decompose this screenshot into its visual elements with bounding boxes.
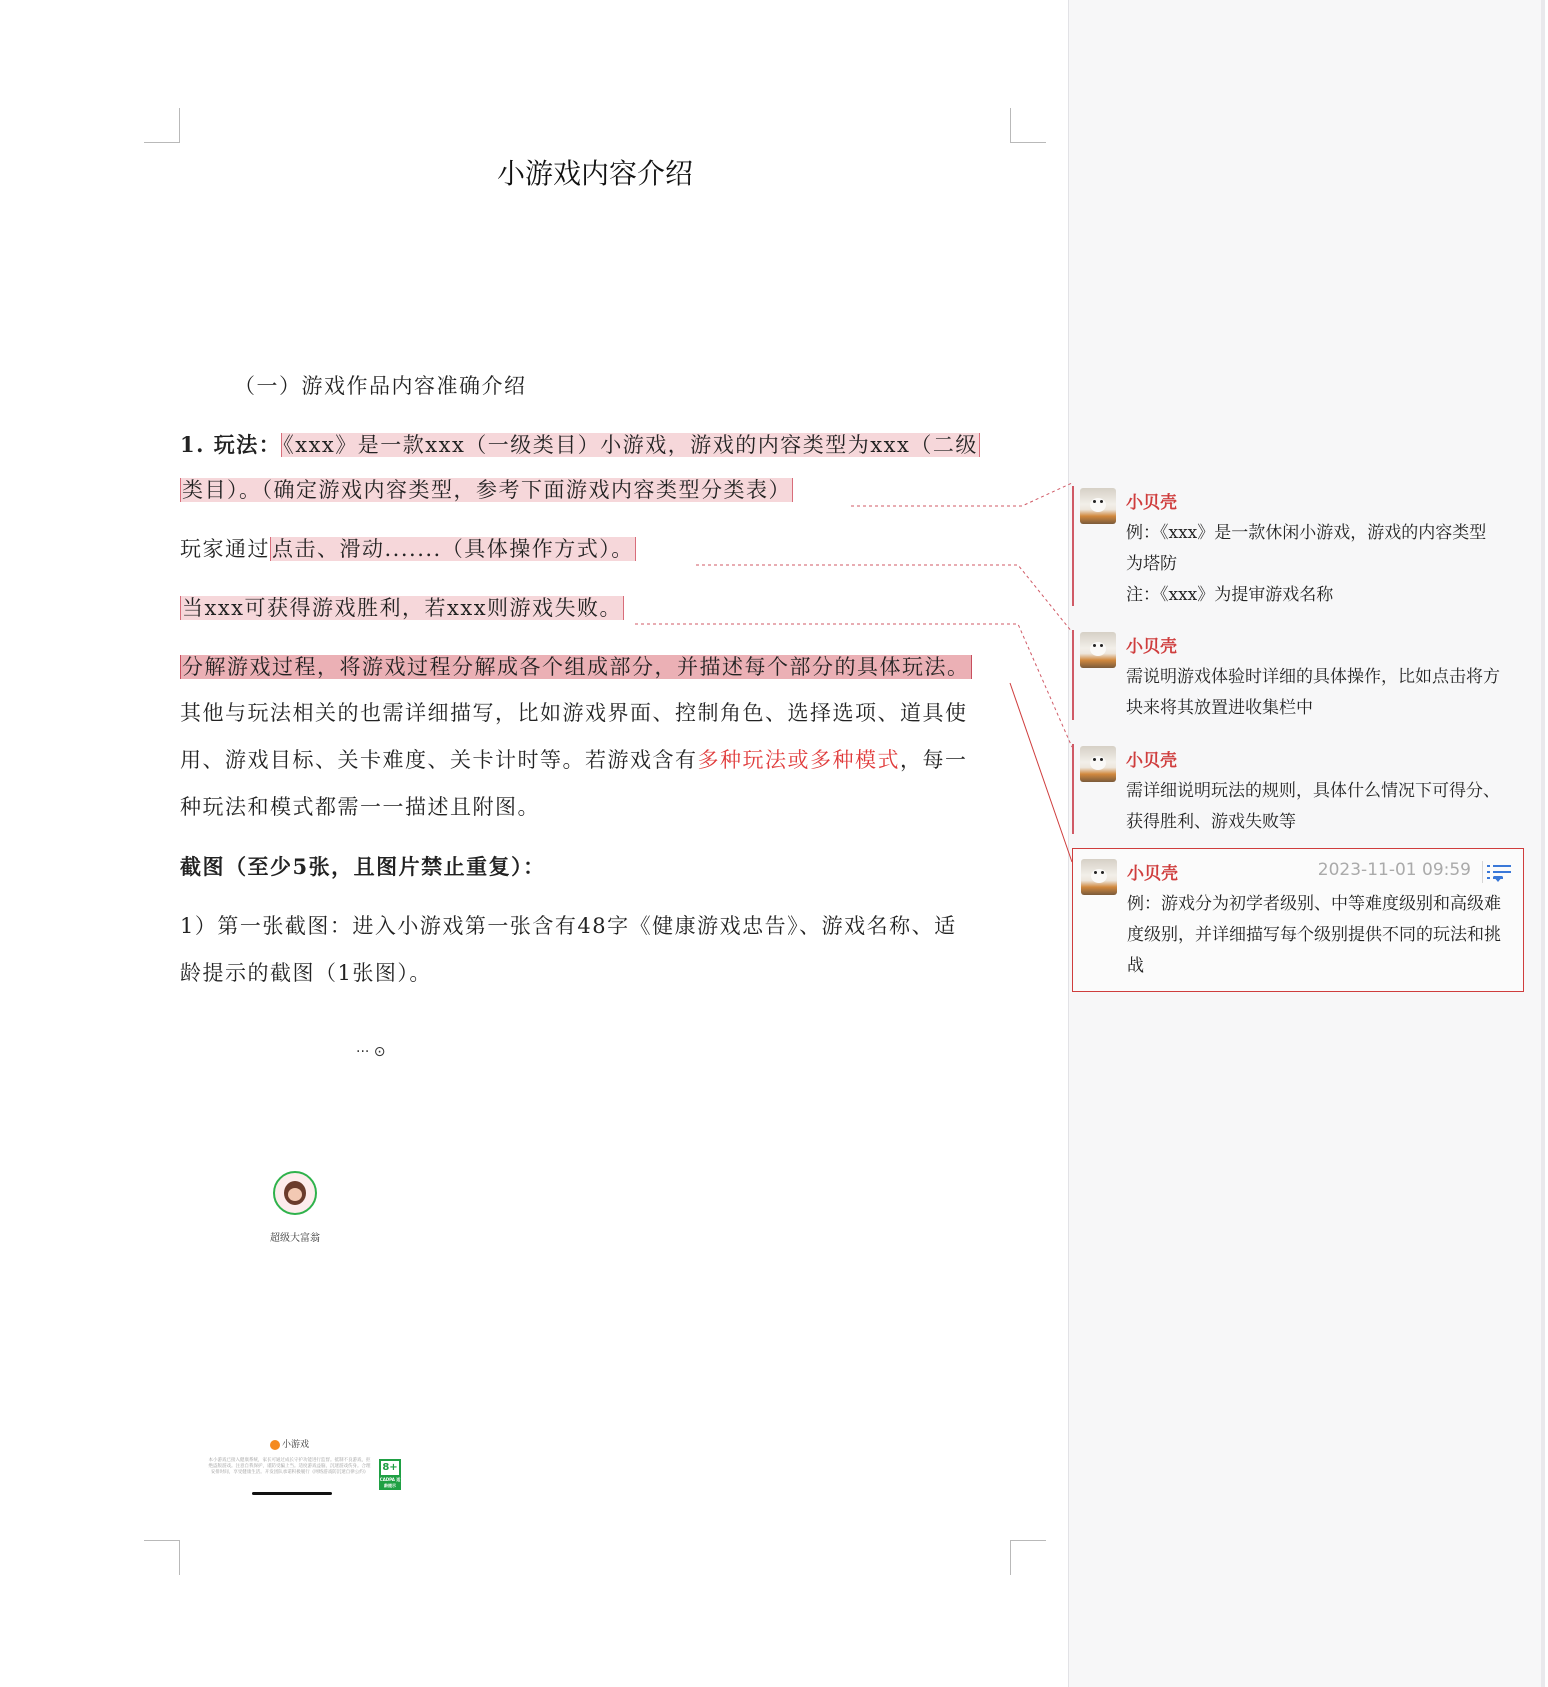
paragraph-details-line1[interactable]: 其他与玩法相关的也需详细描写，比如游戏界面、控制角色、选择选项、道具使 bbox=[180, 701, 968, 725]
platform-label: 小游戏 bbox=[282, 1440, 310, 1450]
divider bbox=[1482, 861, 1483, 883]
commented-text[interactable]: 《xxx》是一款xxx（一级类目）小游戏，游戏的内容类型为xxx（二级 bbox=[283, 433, 978, 457]
paragraph-controls[interactable] bbox=[180, 534, 636, 564]
comment-text[interactable] bbox=[1127, 889, 1522, 982]
comment-author[interactable]: 小贝壳 bbox=[1127, 864, 1178, 884]
scrollbar[interactable] bbox=[1541, 0, 1545, 1687]
comment-bar bbox=[1072, 486, 1074, 606]
comment-line: 战 bbox=[1127, 956, 1144, 976]
paragraph-details-line2[interactable] bbox=[180, 745, 968, 775]
crop-mark bbox=[1010, 1540, 1011, 1575]
health-advisory-text: 本小游戏已接入健康系统，家长可通过成长守护功能进行监督。抵制不良游戏，拒绝盗版游戏。注意自我保护，谨防受骗上当。适度游戏益脑，沉迷游戏伤身。合理安排时间，享受健康生活。开发团队承诺积极履行《网络游戏防沉迷自律公约》 bbox=[208, 1458, 371, 1475]
comment-author[interactable]: 小贝壳 bbox=[1126, 493, 1177, 513]
comment-author[interactable]: 小贝壳 bbox=[1126, 751, 1177, 771]
comment-menu-icon[interactable] bbox=[1487, 861, 1513, 883]
comment-text[interactable] bbox=[1126, 662, 1521, 724]
paragraph-win-condition[interactable] bbox=[180, 593, 624, 623]
comment-card[interactable] bbox=[1072, 630, 1522, 720]
crop-mark bbox=[1010, 108, 1011, 143]
avatar bbox=[1080, 746, 1116, 782]
comment-bar bbox=[1072, 744, 1074, 834]
paragraph-gameplay-line2[interactable] bbox=[180, 475, 793, 505]
comment-author[interactable]: 小贝壳 bbox=[1126, 637, 1177, 657]
mini-program-menu-icon: ··· ⊙ bbox=[356, 1044, 386, 1060]
home-indicator bbox=[252, 1492, 332, 1495]
active-commented-text[interactable]: 分解游戏过程，将游戏过程分解成各个组成部分，并描述每个部分的具体玩法。 bbox=[182, 655, 970, 679]
avatar bbox=[1080, 632, 1116, 668]
comment-text[interactable] bbox=[1126, 776, 1521, 838]
comment-line: 例：《xxx》是一款休闲小游戏，游戏的内容类型 bbox=[1126, 523, 1487, 543]
controls-prefix: 玩家通过 bbox=[180, 537, 270, 561]
crop-mark bbox=[179, 1540, 180, 1575]
comment-line: 例：游戏分为初学者级别、中等难度级别和高级难 bbox=[1127, 894, 1501, 914]
paragraph-breakdown[interactable] bbox=[180, 652, 972, 682]
comment-line: 注：《xxx》为提审游戏名称 bbox=[1126, 585, 1334, 605]
section-heading[interactable]: （一）游戏作品内容准确介绍 bbox=[234, 374, 527, 398]
crop-mark bbox=[179, 108, 180, 143]
comment-bar bbox=[1072, 630, 1074, 720]
details-text: 用、游戏目标、关卡难度、关卡计时等。若游戏含有 bbox=[180, 748, 698, 772]
red-emphasis-text: 多种玩法或多种模式 bbox=[697, 748, 900, 772]
paragraph-details-line3[interactable]: 种玩法和模式都需一一描述且附图。 bbox=[180, 795, 540, 819]
comment-pane[interactable] bbox=[1068, 0, 1545, 1687]
avatar bbox=[1080, 488, 1116, 524]
comment-line: 需详细说明玩法的规则，具体什么情况下可得分、 bbox=[1126, 781, 1500, 801]
comment-card[interactable] bbox=[1072, 486, 1522, 606]
screenshot-1-line1[interactable]: 1）第一张截图：进入小游戏第一张含有48字《健康游戏忠告》、游戏名称、适 bbox=[180, 914, 957, 938]
comment-line: 度级别，并详细描写每个级别提供不同的玩法和挑 bbox=[1127, 925, 1501, 945]
age-rating-sub: CADPA 适龄提示 bbox=[379, 1477, 401, 1488]
comment-card-active[interactable] bbox=[1072, 848, 1524, 992]
crop-mark bbox=[144, 1540, 180, 1541]
comment-card[interactable] bbox=[1072, 744, 1522, 834]
commented-text[interactable]: 当xxx可获得游戏胜利，若xxx则游戏失败。 bbox=[182, 596, 623, 620]
crop-mark bbox=[1010, 1540, 1046, 1541]
details-text: ，每一 bbox=[900, 748, 968, 772]
mini-game-logo bbox=[270, 1437, 309, 1450]
game-name: 超级大富翁 bbox=[270, 1233, 320, 1244]
gameplay-label: 1. 玩法： bbox=[180, 432, 282, 457]
document-title[interactable]: 小游戏内容介绍 bbox=[496, 157, 693, 190]
avatar bbox=[1081, 859, 1117, 895]
commented-text[interactable]: 类目）。（确定游戏内容类型，参考下面游戏内容类型分类表） bbox=[182, 478, 791, 502]
comment-timestamp: 2023-11-01 09:59 bbox=[1317, 860, 1471, 880]
crop-mark bbox=[1010, 142, 1046, 143]
mini-game-logo-icon bbox=[270, 1440, 280, 1450]
paragraph-gameplay-line1[interactable] bbox=[180, 430, 980, 460]
age-rating: 8+ bbox=[382, 1462, 398, 1473]
comment-line: 需说明游戏体验时详细的具体操作，比如点击将方 bbox=[1126, 667, 1500, 687]
screenshot-heading[interactable]: 截图（至少5张，且图片禁止重复）： bbox=[180, 854, 546, 879]
crop-mark bbox=[144, 142, 180, 143]
comment-line: 为塔防 bbox=[1126, 554, 1177, 574]
comment-text[interactable] bbox=[1126, 518, 1521, 611]
screenshot-1-line2[interactable]: 龄提示的截图（1张图）。 bbox=[180, 961, 432, 985]
age-rating-badge bbox=[379, 1459, 401, 1490]
comment-line: 块来将其放置进收集栏中 bbox=[1126, 698, 1313, 718]
comment-line: 获得胜利、游戏失败等 bbox=[1126, 812, 1296, 832]
game-avatar bbox=[273, 1171, 317, 1215]
commented-text[interactable]: 点击、滑动.......（具体操作方式）。 bbox=[272, 537, 634, 561]
